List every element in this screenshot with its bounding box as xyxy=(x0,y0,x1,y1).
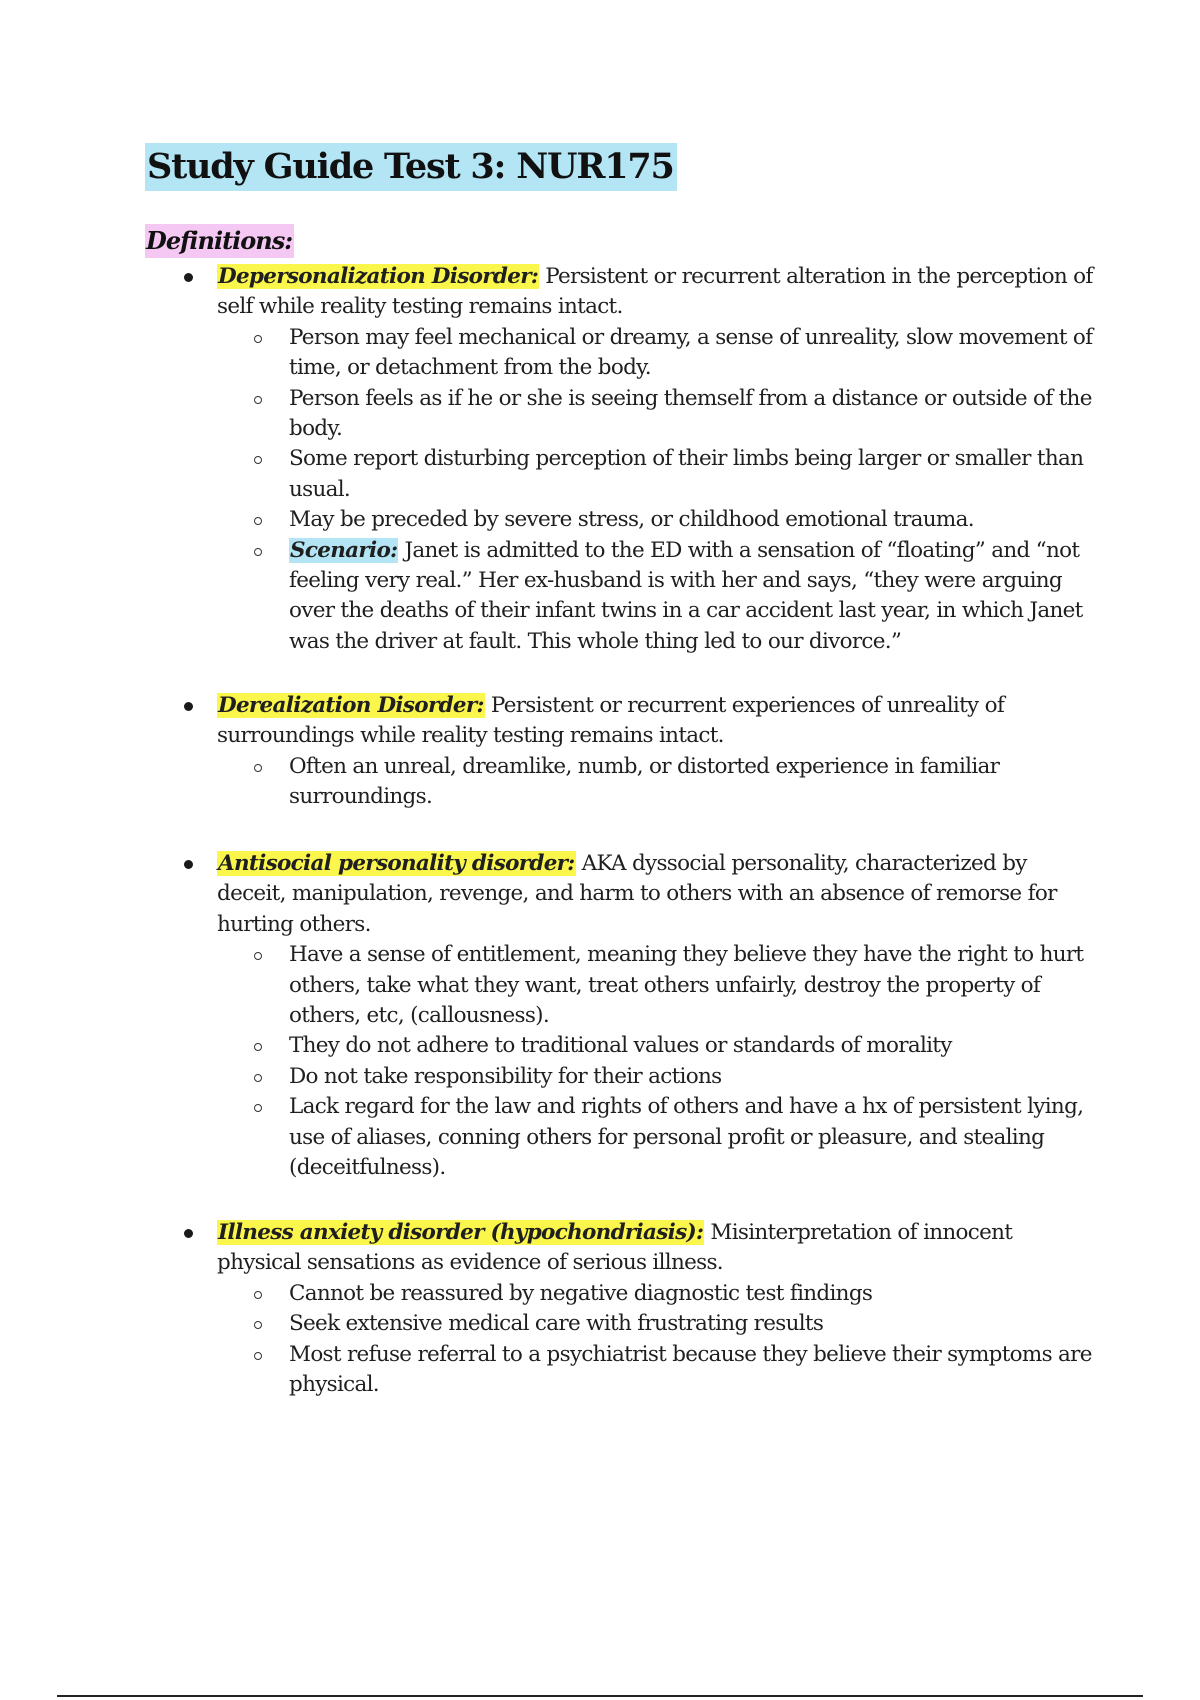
hollow-bullet-icon xyxy=(254,517,262,525)
hollow-bullet-icon xyxy=(254,764,262,772)
sub-point xyxy=(289,752,1095,813)
scenario-point xyxy=(289,536,1095,658)
sub-point-text: Cannot be reassured by negative diagnostic test findings xyxy=(289,1280,873,1306)
page-bottom-rule xyxy=(57,1695,1143,1697)
hollow-bullet-icon xyxy=(254,548,262,556)
sub-point xyxy=(289,1092,1095,1183)
page-title: Study Guide Test 3: NUR175 xyxy=(145,143,677,191)
definition-list-derealization xyxy=(0,691,1200,813)
sub-point-text: Have a sense of entitlement, meaning they believe they have the right to hurt others, take what they want, treat others unfairly, destroy the property of others, etc, (callousness). xyxy=(289,942,1084,1029)
sub-point-text: Seek extensive medical care with frustrating results xyxy=(289,1311,824,1337)
definitions-heading: Definitions: xyxy=(145,224,294,258)
sub-point-text: Lack regard for the law and rights of others and have a hx of persistent lying, use of aliases, conning others for personal profit or pleasure, and stealing (deceitfulness). xyxy=(289,1094,1084,1181)
hollow-bullet-icon xyxy=(254,1043,262,1051)
definition-list-depersonalization xyxy=(0,262,1200,657)
sub-point-list xyxy=(217,1279,1095,1401)
sub-point xyxy=(289,384,1095,445)
sub-point-text: May be preceded by severe stress, or childhood emotional trauma. xyxy=(289,507,974,533)
sub-point xyxy=(289,505,1095,535)
definition-list-antisocial xyxy=(0,849,1200,1183)
definition-text: Misinterpretation of innocent physical sensations as evidence of serious illness. xyxy=(217,1220,1013,1276)
bullet-icon xyxy=(184,702,193,711)
definition-item xyxy=(0,1218,1200,1400)
definition-term: Derealization Disorder: xyxy=(218,693,484,718)
sub-point-text: Often an unreal, dreamlike, numb, or distorted experience in familiar surroundings. xyxy=(289,753,1000,810)
scenario-text: Janet is admitted to the ED with a sensation of “floating” and “not feeling very real.” Her ex-husband is with her and says, “they were arguing over the deaths of their infant twins in a car accident last year, in which Janet was the driver at fault. This whole thing led to our divorce.” xyxy=(289,537,1083,654)
scenario-label: Scenario: xyxy=(290,537,398,563)
definition-item xyxy=(0,262,1200,657)
sub-point xyxy=(289,323,1095,384)
definition-text: AKA dyssocial personality, characterized by deceit, manipulation, revenge, and harm to others with an absence of remorse for hurting others. xyxy=(217,851,1057,937)
hollow-bullet-icon xyxy=(254,1074,262,1082)
sub-point-list xyxy=(217,752,1095,813)
sub-point-text: They do not adhere to traditional values or standards of morality xyxy=(289,1033,952,1059)
hollow-bullet-icon xyxy=(254,1291,262,1299)
hollow-bullet-icon xyxy=(254,952,262,960)
definition-term: Depersonalization Disorder: xyxy=(218,264,539,289)
hollow-bullet-icon xyxy=(254,396,262,404)
hollow-bullet-icon xyxy=(254,456,262,464)
hollow-bullet-icon xyxy=(254,335,262,343)
sub-point-text: Person may feel mechanical or dreamy, a sense of unreality, slow movement of time, or detachment from the body. xyxy=(289,324,1093,381)
definition-text: Persistent or recurrent alteration in the perception of self while reality testing remains intact. xyxy=(217,264,1093,320)
sub-point xyxy=(289,1340,1095,1401)
definition-term: Illness anxiety disorder (hypochondriasis): xyxy=(218,1220,704,1245)
sub-point xyxy=(289,1279,1095,1309)
sub-point xyxy=(289,1062,1095,1092)
sub-point-text: Do not take responsibility for their actions xyxy=(289,1063,722,1089)
bullet-icon xyxy=(184,1229,193,1238)
sub-point xyxy=(289,1031,1095,1061)
sub-point-list xyxy=(217,323,1095,657)
hollow-bullet-icon xyxy=(254,1352,262,1360)
sub-point-text: Person feels as if he or she is seeing themself from a distance or outside of the body. xyxy=(289,385,1092,442)
sub-point-list xyxy=(217,940,1095,1183)
sub-point xyxy=(289,1309,1095,1339)
sub-point-text: Some report disturbing perception of their limbs being larger or smaller than usual. xyxy=(289,446,1084,502)
bullet-icon xyxy=(184,273,193,282)
definition-item xyxy=(0,849,1200,1183)
hollow-bullet-icon xyxy=(254,1104,262,1112)
definition-item xyxy=(0,691,1200,813)
sub-point xyxy=(289,444,1095,505)
sub-point xyxy=(289,940,1095,1031)
definition-term: Antisocial personality disorder: xyxy=(218,851,575,876)
bullet-icon xyxy=(184,860,193,869)
definition-list-illness-anxiety xyxy=(0,1218,1200,1400)
sub-point-text: Most refuse referral to a psychiatrist because they believe their symptoms are physical. xyxy=(289,1341,1092,1398)
hollow-bullet-icon xyxy=(254,1321,262,1329)
definition-text: Persistent or recurrent experiences of unreality of surroundings while reality testing remains intact. xyxy=(217,693,1005,749)
